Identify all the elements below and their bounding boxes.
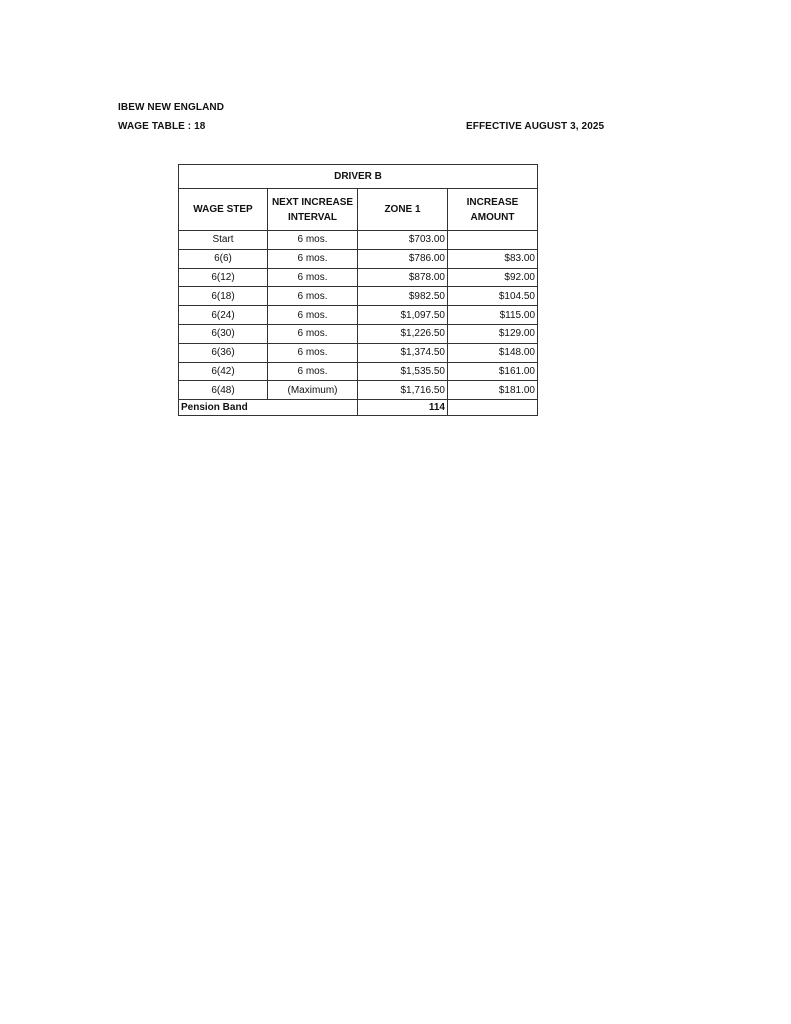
table-row xyxy=(179,381,538,400)
interval-cell: 6 mos. xyxy=(268,268,358,287)
pension-band-empty-cell xyxy=(448,400,538,416)
zone1-cell: $1,226.50 xyxy=(358,324,448,343)
increase-cell: $83.00 xyxy=(448,249,538,268)
table-row xyxy=(179,343,538,362)
pension-band-value: 114 xyxy=(358,400,448,416)
interval-cell: 6 mos. xyxy=(268,324,358,343)
increase-cell: $115.00 xyxy=(448,306,538,325)
table-row xyxy=(179,306,538,325)
interval-cell: 6 mos. xyxy=(268,231,358,250)
wage-step-cell: 6(18) xyxy=(179,287,268,306)
zone1-cell: $703.00 xyxy=(358,231,448,250)
column-header-increase-amount xyxy=(448,189,538,231)
column-header-next-increase xyxy=(268,189,358,231)
increase-cell: $129.00 xyxy=(448,324,538,343)
column-header-zone1: ZONE 1 xyxy=(358,189,448,231)
wage-step-cell: 6(36) xyxy=(179,343,268,362)
pension-band-row xyxy=(179,400,538,416)
column-header-wage-step: WAGE STEP xyxy=(179,189,268,231)
table-title: DRIVER B xyxy=(179,165,538,189)
table-row xyxy=(179,287,538,306)
increase-cell: $104.50 xyxy=(448,287,538,306)
increase-cell: $181.00 xyxy=(448,381,538,400)
table-row xyxy=(179,268,538,287)
table-row xyxy=(179,362,538,381)
increase-cell xyxy=(448,231,538,250)
interval-cell: (Maximum) xyxy=(268,381,358,400)
increase-cell: $148.00 xyxy=(448,343,538,362)
wage-step-cell: 6(24) xyxy=(179,306,268,325)
table-row xyxy=(179,249,538,268)
increase-cell: $161.00 xyxy=(448,362,538,381)
column-header-next-increase-line1: NEXT INCREASE xyxy=(271,196,354,208)
wage-step-cell: 6(6) xyxy=(179,249,268,268)
column-header-row xyxy=(179,189,538,231)
organization-title: IBEW NEW ENGLAND xyxy=(118,102,225,113)
column-header-increase-line2: AMOUNT xyxy=(470,211,515,223)
zone1-cell: $982.50 xyxy=(358,287,448,306)
table-row xyxy=(179,324,538,343)
column-header-increase-line1: INCREASE xyxy=(466,196,519,208)
wage-step-cell: 6(48) xyxy=(179,381,268,400)
zone1-cell: $1,097.50 xyxy=(358,306,448,325)
wage-step-cell: 6(30) xyxy=(179,324,268,343)
interval-cell: 6 mos. xyxy=(268,362,358,381)
column-header-next-increase-line2: INTERVAL xyxy=(287,211,338,223)
pension-band-label: Pension Band xyxy=(179,400,358,416)
interval-cell: 6 mos. xyxy=(268,249,358,268)
interval-cell: 6 mos. xyxy=(268,287,358,306)
zone1-cell: $786.00 xyxy=(358,249,448,268)
interval-cell: 6 mos. xyxy=(268,343,358,362)
table-row xyxy=(179,231,538,250)
wage-step-cell: Start xyxy=(179,231,268,250)
zone1-cell: $878.00 xyxy=(358,268,448,287)
table-title-row xyxy=(179,165,538,189)
zone1-cell: $1,716.50 xyxy=(358,381,448,400)
wage-step-cell: 6(42) xyxy=(179,362,268,381)
interval-cell: 6 mos. xyxy=(268,306,358,325)
zone1-cell: $1,535.50 xyxy=(358,362,448,381)
wage-table xyxy=(178,164,538,416)
wage-step-cell: 6(12) xyxy=(179,268,268,287)
effective-date: EFFECTIVE AUGUST 3, 2025 xyxy=(466,121,605,132)
increase-cell: $92.00 xyxy=(448,268,538,287)
zone1-cell: $1,374.50 xyxy=(358,343,448,362)
wage-table-number: WAGE TABLE : 18 xyxy=(118,121,206,132)
